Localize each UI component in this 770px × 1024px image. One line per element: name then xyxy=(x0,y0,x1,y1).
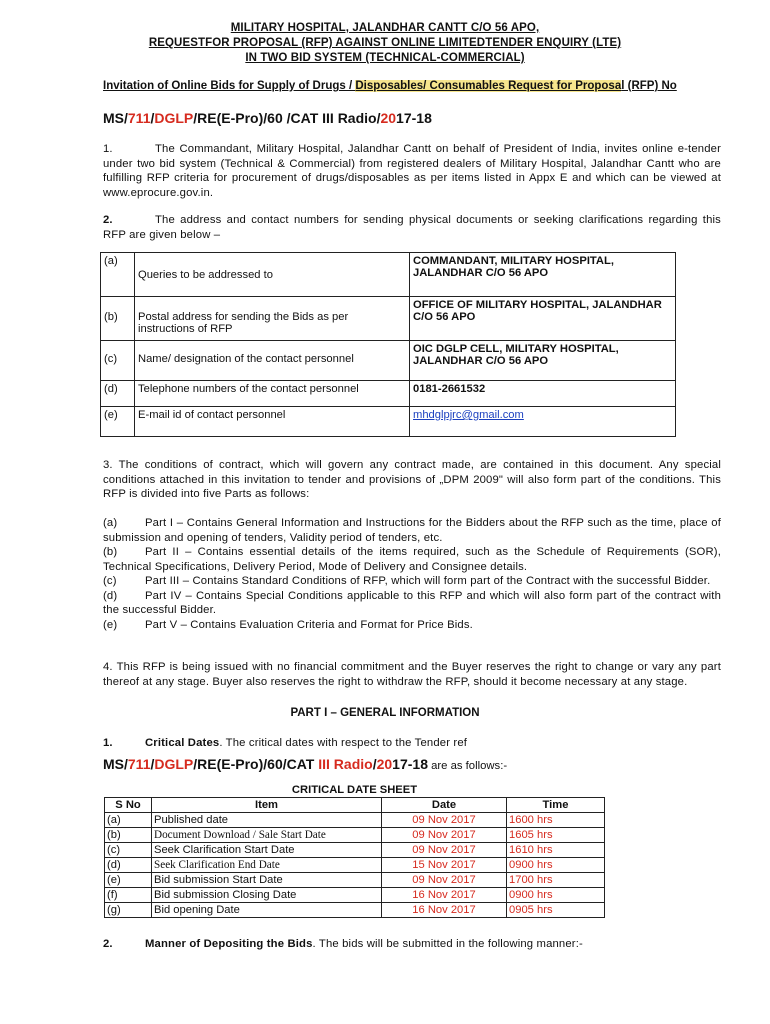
contact-table xyxy=(100,252,676,437)
contact-row: (a) Queries to be addressed to COMMANDANT, MILITARY HOSPITAL, JALANDHAR C/O 56 APO xyxy=(101,253,676,297)
table-row: (c) Seek Clarification Start Date 09 Nov 2017 1610 hrs xyxy=(105,843,605,858)
paragraph-2: 2. The address and contact numbers for sending physical documents or seeking clarifications regarding this RFP are given below – xyxy=(103,214,721,241)
list-item: (d) Part IV – Contains Special Conditions applicable to this RFP and which will also form part of the contract with the successful Bidder. xyxy=(103,589,721,616)
header-line-2: REQUESTFOR PROPOSAL (RFP) AGAINST ONLINE LIMITEDTENDER ENQUIRY (LTE) xyxy=(148,37,622,49)
header-line-3: IN TWO BID SYSTEM (TECHNICAL-COMMERCIAL) xyxy=(245,52,525,64)
contact-row: (e) E-mail id of contact personnel mhdglpjrc@gmail.com xyxy=(101,407,676,437)
date-sheet-title: CRITICAL DATE SHEET xyxy=(105,783,605,798)
list-item: (e) Part V – Contains Evaluation Criteria and Format for Price Bids. xyxy=(103,618,473,631)
table-row: (a) Published date 09 Nov 2017 1600 hrs xyxy=(105,813,605,828)
paragraph-1: 1. The Commandant, Military Hospital, Jalandhar Cantt on behalf of President of India, invites online e-tender under two bid system (Technical & Commercial) from registered dealers of Military Hospital, Jalandhar Cantt who are fulfilling RFP criteria for procurement of drugs/disposables as per items listed in Appx E and which can be viewed at www.eprocure.gov.in. xyxy=(103,143,721,199)
date-sheet-header: S No Item Date Time xyxy=(105,798,605,813)
table-row: (e) Bid submission Start Date 09 Nov 2017 1700 hrs xyxy=(105,873,605,888)
paragraph-4: 4. This RFP is being issued with no financial commitment and the Buyer reserves the right to change or vary any part thereof at any stage. Buyer also reserves the right to withdraw the RFP, should it become necessary at any stage. xyxy=(103,661,721,688)
parts-list xyxy=(103,516,721,632)
table-row: (f) Bid submission Closing Date 16 Nov 2017 0900 hrs xyxy=(105,888,605,903)
contact-row: (d) Telephone numbers of the contact personnel 0181-2661532 xyxy=(101,381,676,407)
rfp-number: MS/711/DGLP/RE(E-Pro)/60 /CAT III Radio/2017-18 xyxy=(103,110,432,126)
invitation-line: Invitation of Online Bids for Supply of Drugs / Disposables/ Consumables Request for Proposal (RFP) No xyxy=(103,80,677,92)
header-line-1: MILITARY HOSPITAL, JALANDHAR CANTT C/O 56 APO, xyxy=(230,22,540,34)
contact-row: (b) Postal address for sending the Bids as per instructions of RFP OFFICE OF MILITARY HOSPITAL, JALANDHAR C/O 56 APO xyxy=(101,297,676,341)
part-1-heading: PART I – GENERAL INFORMATION xyxy=(290,707,480,719)
tender-reference: MS/711/DGLP/RE(E-Pro)/60/CAT III Radio/2017-18 are as follows:- xyxy=(103,756,508,772)
highlighted-text: Disposables/ Consumables Request for Proposa xyxy=(355,80,622,92)
critical-date-sheet xyxy=(104,783,605,918)
paragraph-3: 3. The conditions of contract, which will govern any contract made, are contained in this document. Any special conditions attached in this invitation to tender and provisions of „DPM 2009" will also form part of the conditions. This RFP is divided into five Parts as follows: xyxy=(103,459,721,500)
table-row: (d) Seek Clarification End Date 15 Nov 2017 0900 hrs xyxy=(105,858,605,873)
critical-dates-intro: 1. Critical Dates. The critical dates with respect to the Tender ref xyxy=(103,737,468,749)
list-item: (b) Part II – Contains essential details of the items required, such as the Schedule of Requirements (SOR), Technical Specifications, Delivery Period, Mode of Delivery and Consignee details. xyxy=(103,546,721,573)
table-row: (b) Document Download / Sale Start Date 09 Nov 2017 1605 hrs xyxy=(105,828,605,843)
email-link[interactable]: mhdglpjrc@gmail.com xyxy=(413,409,524,421)
list-item: (a) Part I – Contains General Information and Instructions for the Bidders about the RFP such as the time, place of submission and opening of tenders, Validity period of tenders, etc. xyxy=(103,517,721,544)
table-row: (g) Bid opening Date 16 Nov 2017 0905 hrs xyxy=(105,903,605,918)
list-item: (c) Part III – Contains Standard Conditions of RFP, which will form part of the Contract with the successful Bidder. xyxy=(103,575,711,587)
manner-of-depositing: 2. Manner of Depositing the Bids. The bids will be submitted in the following manner:- xyxy=(103,938,583,950)
contact-row: (c) Name/ designation of the contact personnel OIC DGLP CELL, MILITARY HOSPITAL, JALANDHAR C/O 56 APO xyxy=(101,341,676,381)
